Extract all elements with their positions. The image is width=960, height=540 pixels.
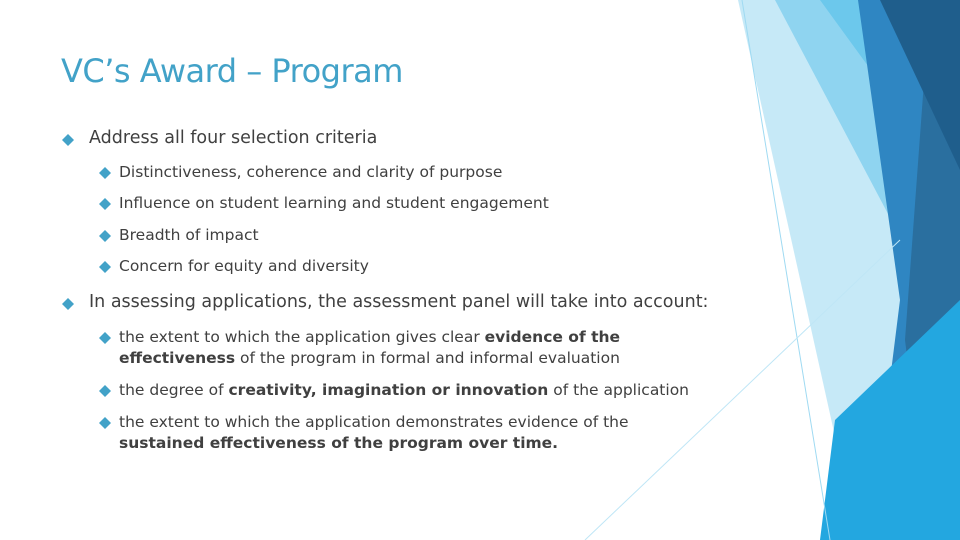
diamond-bullet-icon [62, 298, 74, 310]
sub-bullet-text: Concern for equity and diversity [119, 257, 369, 275]
sub-bullet-text [119, 380, 689, 401]
text-run: the degree of [119, 381, 229, 399]
bold-text-run: creativity, imagination or innovation [228, 381, 549, 399]
diamond-bullet-icon [99, 167, 111, 179]
diamond-bullet-icon [99, 417, 111, 429]
sub-bullet-text: Breadth of impact [119, 226, 259, 244]
sub-bullet-text-continued [119, 348, 620, 369]
diamond-bullet-icon [99, 198, 111, 210]
bold-text-run: effectiveness [119, 349, 236, 367]
diamond-bullet-icon [99, 230, 111, 242]
bullet-text: Address all four selection criteria [89, 128, 378, 148]
bullet-text: In assessing applications, the assessment panel will take into account: [89, 292, 709, 312]
sub-bullet-text: Distinctiveness, coherence and clarity of purpose [119, 163, 503, 181]
text-run: the extent to which the application gives clear [119, 328, 485, 346]
diamond-bullet-icon [99, 385, 111, 397]
diamond-bullet-icon [99, 261, 111, 273]
sub-bullet-text [119, 327, 620, 348]
text-run: of the program in formal and informal evaluation [235, 349, 620, 367]
diamond-bullet-icon [99, 332, 111, 344]
sub-bullet-text: the extent to which the application demonstrates evidence of the [119, 413, 629, 431]
sub-bullet-text-continued: sustained effectiveness of the program over time. [119, 434, 559, 452]
slide-title: VC’s Award – Program [61, 52, 403, 90]
bold-text-run: evidence of the [484, 328, 621, 346]
text-run: of the application [548, 381, 690, 399]
sub-bullet-text: Influence on student learning and student engagement [119, 194, 549, 212]
diamond-bullet-icon [62, 134, 74, 146]
